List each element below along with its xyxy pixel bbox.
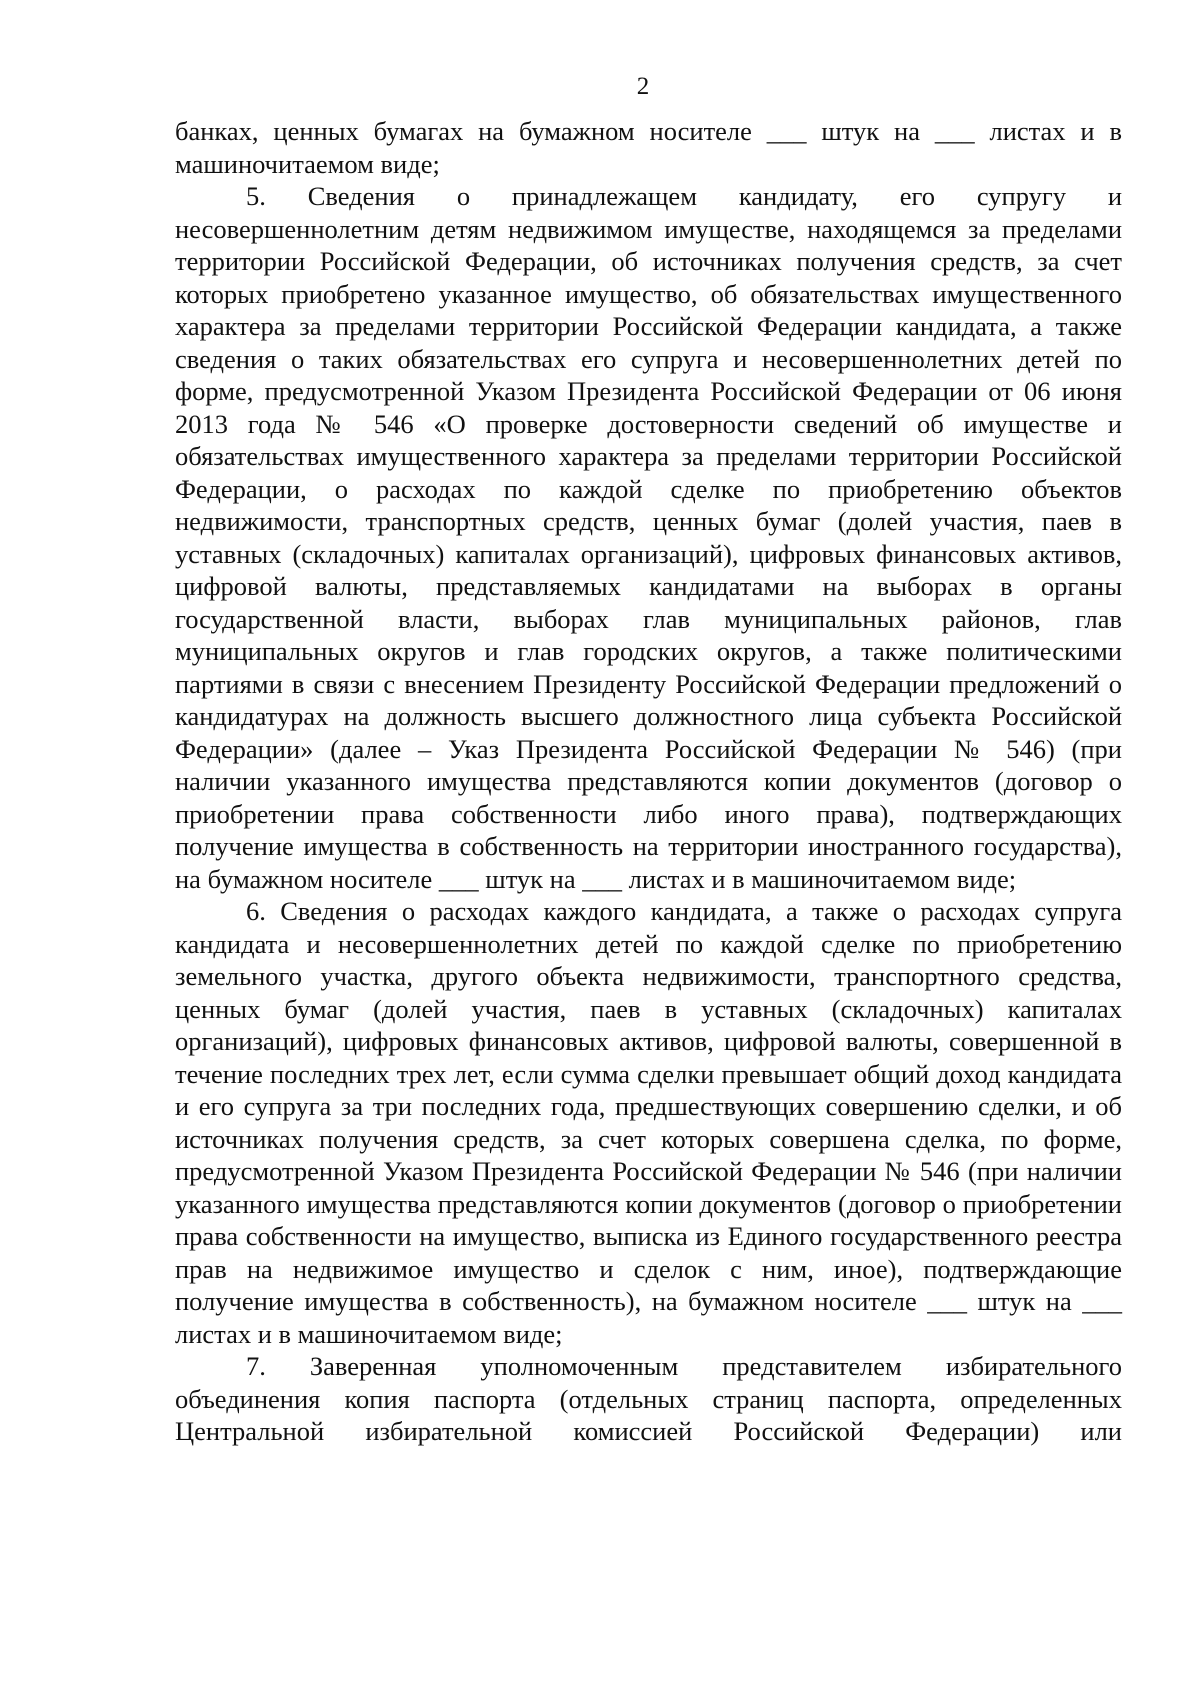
page-number: 2 [636,73,650,100]
paragraph-item-6: 6. Сведения о расходах каждого кандидата, а также о расходах супруга кандидата и несовершеннолетних детей по каждой сделке по приобретению земельного участка, другого объекта недвижимости, транспортного средства, ценных бумаг (долей участия, паев в уставных (складочных) капиталах организаций), цифровых финансовых активов, цифровой валюты, совершенной в течение последних трех лет, если сумма сделки превышает общий доход кандидата и его супруга за три последних года, предшествующих совершению сделки, и об источниках получения средств, за счет которых совершена сделка, по форме, предусмотренной Указом Президента Российской Федерации № 546 (при наличии указанного имущества представляются копии документов (договор о приобретении права собственности на имущество, выписка из Единого государственного реестра прав на недвижимое имущество и сделок с ним, иное), подтверждающие получение имущества в собственность), на бумажном носителе ___ штук на ___ листах и в машиночитаемом виде; [175,896,1122,1349]
paragraph-item-5: 5. Сведения о принадлежащем кандидату, его супругу и несовершеннолетним детям недвижимом имуществе, находящемся за пределами территории Российской Федерации, об источниках получения средств, за счет которых приобретено указанное имущество, об обязательствах имущественного характера за пределами территории Российской Федерации кандидата, а также сведения о таких обязательствах его супруга и несовершеннолетних детей по форме, предусмотренной Указом Президента Российской Федерации от 06 июня 2013 года № 546 «О проверке достоверности сведений об имуществе и обязательствах имущественного характера за пределами территории Российской Федерации, о расходах по каждой сделке по приобретению объектов недвижимости, транспортных средств, ценных бумаг (долей участия, паев в уставных (складочных) капиталах организаций), цифровых финансовых активов, цифровой валюты, представляемых кандидатами на выборах в органы государственной власти, выборах глав муниципальных районов, глав муниципальных округов и глав городских округов, а также политическими партиями в связи с внесением Президенту Российской Федерации предложений о кандидатурах на должность высшего должностного лица субъекта Российской Федерации» (далее – Указ Президента Российской Федерации № 546) (при наличии указанного имущества представляются копии документов (договор о приобретении права собственности либо иного права), подтверждающих получение имущества в собственность на территории иностранного государства), на бумажном носителе ___ штук на ___ листах и в машиночитаемом виде; [175,181,1122,894]
paragraph-continued: банках, ценных бумагах на бумажном носителе ___ штук на ___ листах и в машиночитаемом виде; [175,116,1122,179]
document-body [175,115,1122,1448]
paragraph-item-7: 7. Заверенная уполномоченным представителем избирательного объединения копия паспорта (отдельных страниц паспорта, определенных Центральной избирательной комиссией Российской Федерации) или [175,1351,1122,1446]
